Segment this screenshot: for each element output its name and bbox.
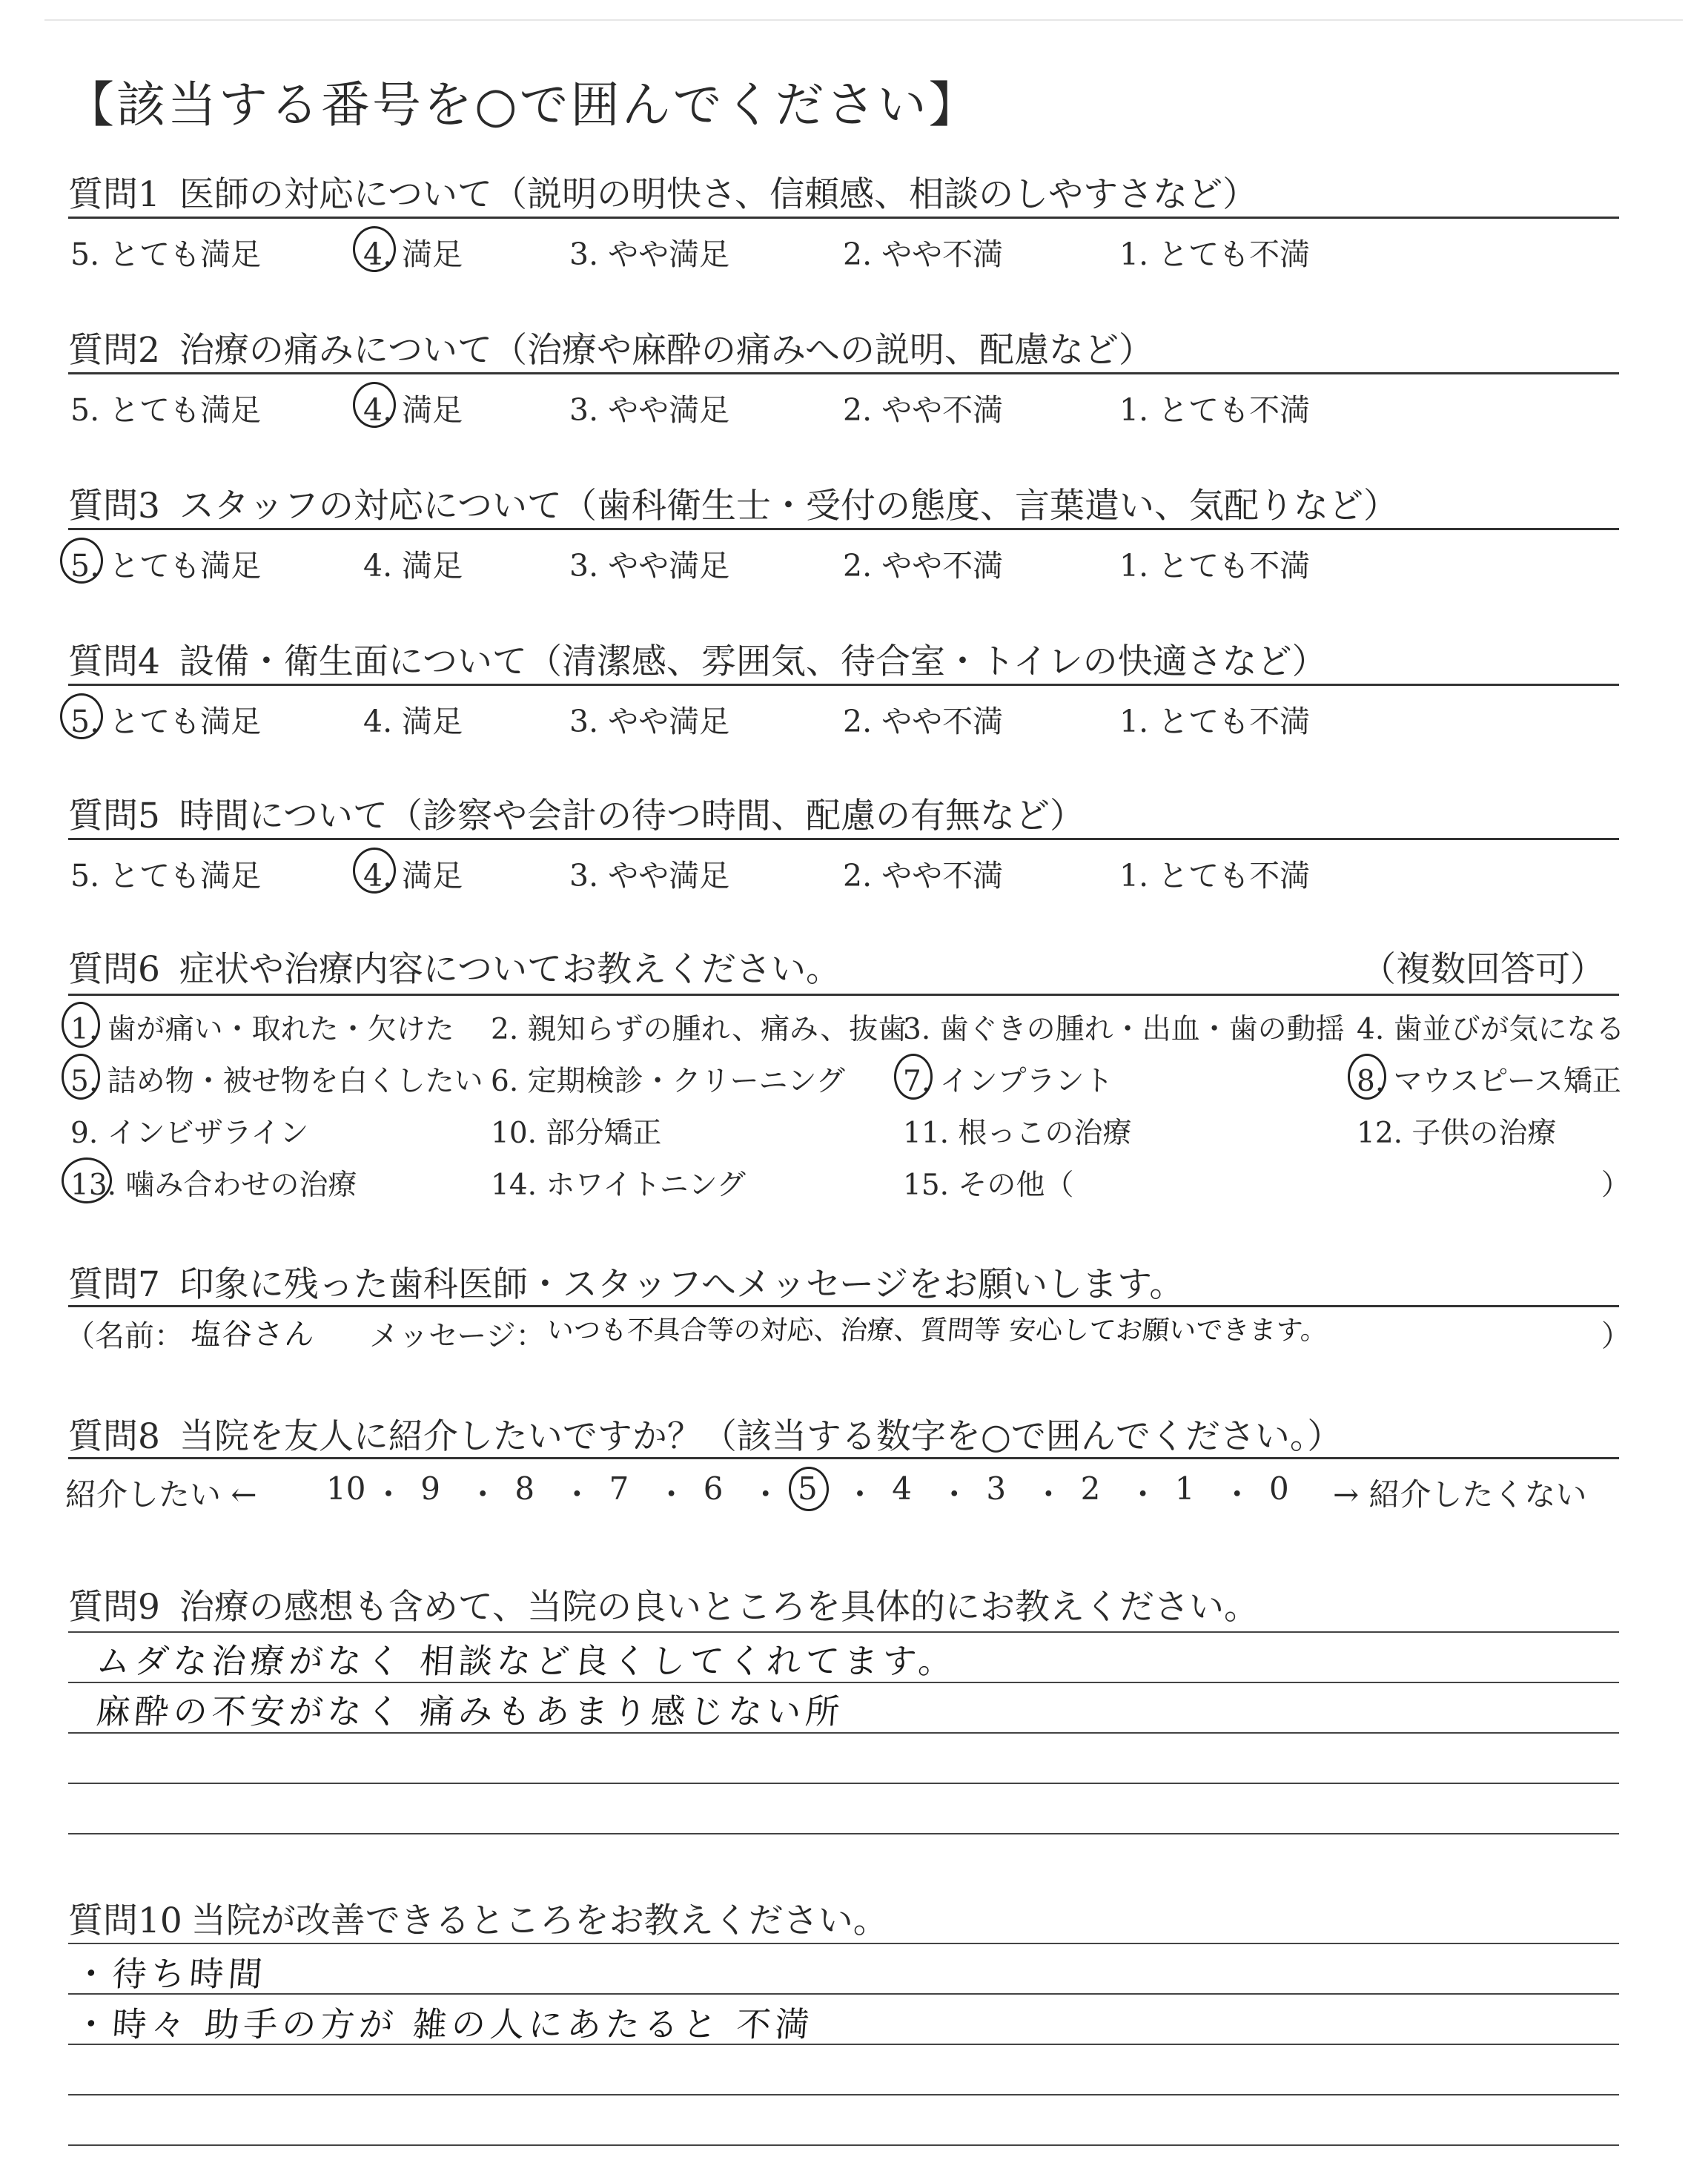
q8-scale-separator: ・	[373, 1476, 405, 1513]
q6-option[interactable]: 3. 歯ぐきの腫れ・出血・歯の動揺	[903, 1013, 1345, 1046]
q2-option[interactable]: 4. 満足	[363, 392, 463, 428]
q8-number: 質問8	[68, 1416, 160, 1457]
q2-option[interactable]: 3. やや満足	[569, 392, 730, 428]
q7-name-value: 塩谷さん	[190, 1318, 317, 1352]
q8-scale-value[interactable]: 0	[1269, 1470, 1289, 1507]
q6-title	[68, 942, 841, 991]
q5-rule	[68, 838, 1619, 840]
q5-text: 時間について（診察や会計の待つ時間、配慮の有無など）	[179, 796, 1085, 836]
q7-name-label: （名前：	[65, 1319, 184, 1353]
q1-option[interactable]: 3. やや満足	[569, 237, 730, 272]
q2-number: 質問2	[68, 330, 160, 371]
q2-option[interactable]: 2. やや不満	[843, 392, 1004, 428]
q10-answer-line-2: ・時々 助手の方が 雑の人にあたると 不満	[72, 2004, 815, 2044]
q4-option[interactable]: 2. やや不満	[843, 704, 1004, 739]
q5-option[interactable]: 3. やや満足	[569, 858, 730, 894]
q8-scale-separator: ・	[844, 1476, 876, 1513]
q8-scale-value[interactable]: 7	[609, 1470, 629, 1507]
q10-text: 当院が改善できるところをお教えください。	[191, 1900, 888, 1941]
q8-scale-separator: ・	[655, 1476, 687, 1513]
q6-option[interactable]: 7. インプラント	[903, 1065, 1113, 1098]
page-title: 【該当する番号を○で囲んでください】	[65, 76, 980, 133]
q6-number: 質問6	[68, 949, 160, 990]
q4-option[interactable]: 3. やや満足	[569, 704, 730, 739]
q6-option: ）	[1601, 1169, 1631, 1202]
q6-selection-circle	[1348, 1054, 1386, 1100]
q8-selection-circle	[789, 1467, 829, 1511]
q8-scale-value[interactable]: 3	[986, 1470, 1007, 1507]
q8-scale-separator: ・	[749, 1476, 781, 1513]
q6-selection-circle	[62, 1157, 112, 1203]
q4-option[interactable]: 4. 満足	[363, 704, 463, 739]
q3-option[interactable]: 4. 満足	[363, 548, 463, 584]
q6-option[interactable]: 15. その他（	[903, 1169, 1074, 1202]
q6-selection-circle	[62, 1054, 100, 1100]
q7-text: 印象に残った歯科医師・スタッフへメッセージをお願いします。	[179, 1264, 1185, 1305]
q4-rule	[68, 684, 1619, 686]
q1-rule	[68, 217, 1619, 219]
q6-selection-circle	[62, 1002, 100, 1048]
q5-number: 質問5	[68, 796, 160, 836]
q4-title	[68, 634, 1327, 684]
q1-option[interactable]: 5. とても満足	[70, 237, 262, 272]
q7-number: 質問7	[68, 1264, 160, 1305]
q7-title	[68, 1257, 1184, 1307]
q3-option[interactable]: 2. やや不満	[843, 548, 1004, 584]
q2-selection-circle	[353, 382, 396, 428]
q6-option[interactable]: 5. 詰め物・被せ物を白くしたい	[70, 1065, 483, 1098]
q3-rule	[68, 528, 1619, 530]
q8-scale-separator: ・	[1127, 1476, 1159, 1513]
q1-option[interactable]: 1. とても不満	[1119, 237, 1311, 272]
q1-option[interactable]: 2. やや不満	[843, 237, 1004, 272]
q8-scale-value[interactable]: 5	[798, 1470, 818, 1507]
q3-option[interactable]: 3. やや満足	[569, 548, 730, 584]
q3-option[interactable]: 5. とても満足	[70, 548, 262, 584]
q9-text: 治療の感想も含めて、当院の良いところを具体的にお教えください。	[179, 1587, 1259, 1628]
q6-option[interactable]: 2. 親知らずの腫れ、痛み、抜歯	[491, 1013, 907, 1046]
q5-option[interactable]: 1. とても不満	[1119, 858, 1311, 894]
q10-title	[68, 1893, 888, 1943]
q4-option[interactable]: 1. とても不満	[1119, 704, 1311, 739]
q5-option[interactable]: 2. やや不満	[843, 858, 1004, 894]
q8-rule	[68, 1457, 1619, 1459]
q6-note: （複数回答可）	[1361, 949, 1605, 990]
q10-number: 質問10	[68, 1900, 182, 1941]
q5-selection-circle	[353, 848, 396, 894]
q7-close: ）	[1601, 1319, 1631, 1353]
q2-rule	[68, 372, 1619, 374]
q1-text: 医師の対応について（説明の明快さ、信頼感、相談のしやすさなど）	[179, 174, 1258, 215]
q2-text: 治療の痛みについて（治療や麻酔の痛みへの説明、配慮など）	[179, 330, 1154, 371]
q1-number: 質問1	[68, 174, 160, 215]
q4-selection-circle	[60, 693, 103, 739]
q6-selection-circle	[894, 1054, 933, 1100]
q5-option[interactable]: 4. 満足	[363, 858, 463, 894]
q8-scale-value[interactable]: 4	[892, 1470, 912, 1507]
q6-rule	[68, 994, 1619, 996]
q1-option[interactable]: 4. 満足	[363, 237, 463, 272]
q8-text: 当院を友人に紹介したいですか？（該当する数字を○で囲んでください。）	[179, 1416, 1343, 1457]
q6-option[interactable]: 6. 定期検診・クリーニング	[491, 1065, 845, 1098]
q8-scale-value[interactable]: 2	[1080, 1470, 1101, 1507]
q9-answer-line-2: 麻酔の不安がなく 痛みもあまり感じない所	[94, 1691, 846, 1731]
q3-title	[68, 478, 1398, 528]
q8-scale-separator: ・	[939, 1476, 970, 1513]
q10-line	[68, 2094, 1619, 2095]
q9-answer-line-1: ムダな治療がなく 相談など良くしてくれてます。	[94, 1641, 959, 1681]
q6-option[interactable]: 9. インビザライン	[70, 1117, 309, 1150]
q2-option[interactable]: 5. とても満足	[70, 392, 262, 428]
q9-title	[68, 1579, 1259, 1629]
q5-title	[68, 788, 1085, 838]
q7-message-label: メッセージ：	[369, 1319, 546, 1353]
q9-line	[68, 1783, 1619, 1784]
q9-number: 質問9	[68, 1587, 160, 1628]
q9-line	[68, 1833, 1619, 1834]
q8-left-label: 紹介したい ←	[65, 1476, 257, 1513]
q10-line	[68, 2144, 1619, 2146]
scan-top-edge	[44, 19, 1683, 21]
q8-scale-separator: ・	[1221, 1476, 1253, 1513]
q2-title	[68, 323, 1153, 372]
q8-scale-value[interactable]: 10	[326, 1470, 366, 1507]
q4-text: 設備・衛生面について（清潔感、雰囲気、待合室・トイレの快適さなど）	[179, 641, 1327, 682]
q8-scale-value[interactable]: 8	[514, 1470, 535, 1507]
q3-selection-circle	[60, 538, 103, 584]
q3-option[interactable]: 1. とても不満	[1119, 548, 1311, 584]
q6-option[interactable]: 11. 根っこの治療	[903, 1117, 1132, 1150]
q10-answer-line-1: ・待ち時間	[72, 1954, 268, 1994]
q2-option[interactable]: 1. とても不満	[1119, 392, 1311, 428]
q6-option[interactable]: 1. 歯が痛い・取れた・欠けた	[70, 1013, 454, 1046]
q6-option[interactable]: 8. マウスピース矯正	[1357, 1065, 1621, 1098]
q1-selection-circle	[353, 226, 396, 272]
q1-title	[68, 167, 1257, 217]
q8-scale-value[interactable]: 6	[703, 1470, 724, 1507]
q8-right-label: → 紹介したくない	[1333, 1476, 1587, 1513]
q3-text: スタッフの対応について（歯科衛生士・受付の態度、言葉遣い、気配りなど）	[179, 486, 1398, 526]
q8-scale-value[interactable]: 9	[420, 1470, 440, 1507]
q6-option[interactable]: 12. 子供の治療	[1357, 1117, 1557, 1150]
q4-number: 質問4	[68, 641, 160, 682]
q8-scale-separator: ・	[467, 1476, 499, 1513]
q3-number: 質問3	[68, 486, 160, 526]
q8-scale-separator: ・	[1033, 1476, 1065, 1513]
q8-title	[68, 1409, 1342, 1459]
q7-rule	[68, 1305, 1619, 1307]
q6-option[interactable]: 4. 歯並びが気になる	[1357, 1013, 1625, 1046]
q9-rule	[68, 1631, 1619, 1633]
q6-text: 症状や治療内容についてお教えください。	[179, 949, 841, 990]
q6-option[interactable]: 10. 部分矯正	[491, 1117, 662, 1150]
q8-scale-separator: ・	[561, 1476, 593, 1513]
q5-option[interactable]: 5. とても満足	[70, 858, 262, 894]
q7-message-value: いつも不具合等の対応、治療、質問等 安心してお願いできます。	[546, 1315, 1328, 1346]
q8-scale-value[interactable]: 1	[1174, 1470, 1195, 1507]
q6-option[interactable]: 13. 噛み合わせの治療	[70, 1169, 357, 1202]
q10-line	[68, 1993, 1619, 1995]
q6-option[interactable]: 14. ホワイトニング	[491, 1169, 746, 1202]
q4-option[interactable]: 5. とても満足	[70, 704, 262, 739]
q10-rule	[68, 1943, 1619, 1944]
